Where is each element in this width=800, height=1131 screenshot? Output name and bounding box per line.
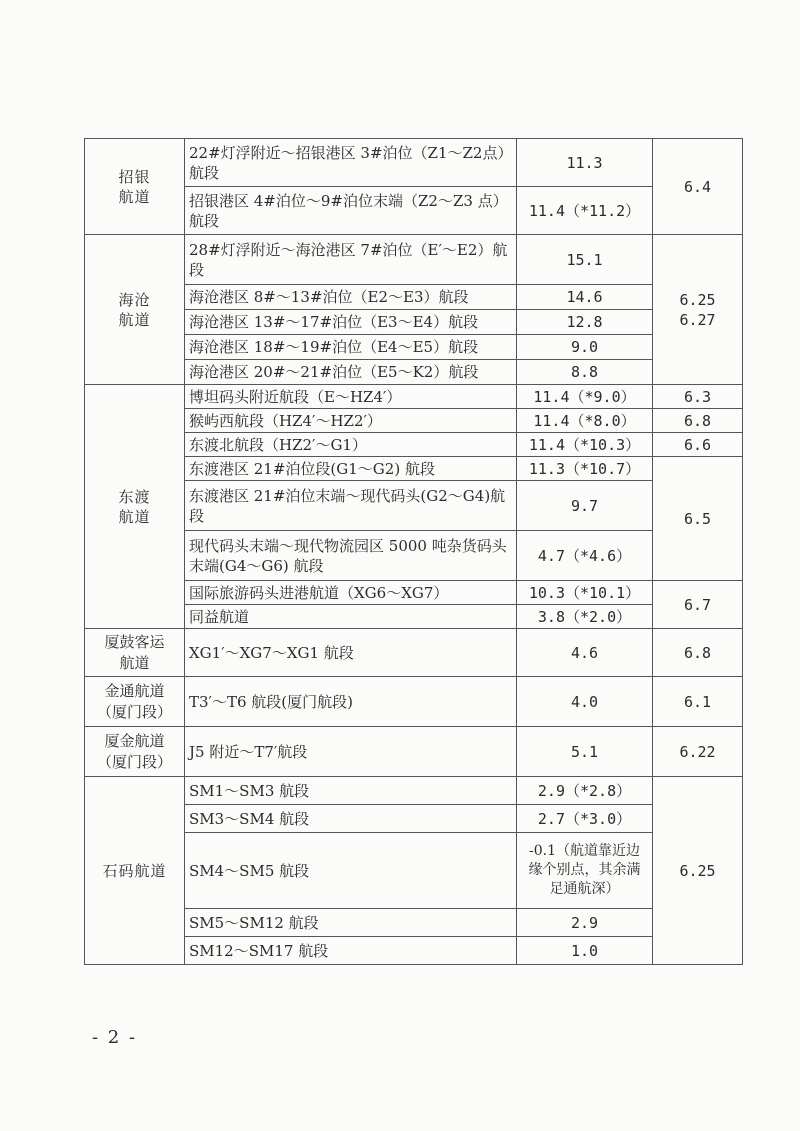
depth-cell: 11.3（*10.7）	[517, 457, 653, 481]
tide-cell: 6.22	[653, 727, 743, 777]
segment-cell: 东渡港区 21#泊位末端～现代码头(G2～G4)航段	[185, 481, 517, 531]
channel-name-cell: 石码航道	[85, 777, 185, 965]
channel-name-cell: 招银航道	[85, 139, 185, 235]
depth-cell: 9.0	[517, 335, 653, 360]
table-row	[85, 235, 743, 285]
tide-cell: 6.25	[653, 777, 743, 965]
segment-cell: 22#灯浮附近～招银港区 3#泊位（Z1～Z2点）航段	[185, 139, 517, 187]
channel-depth-table	[84, 138, 743, 965]
table-row	[85, 139, 743, 187]
depth-cell: 5.1	[517, 727, 653, 777]
depth-cell: 11.4（*9.0）	[517, 385, 653, 409]
segment-cell: 国际旅游码头进港航道（XG6～XG7）	[185, 581, 517, 605]
depth-cell: 4.6	[517, 629, 653, 677]
depth-cell: 11.3	[517, 139, 653, 187]
tide-cell: 6.6	[653, 433, 743, 457]
tide-cell: 6.7	[653, 581, 743, 629]
segment-cell: 同益航道	[185, 605, 517, 629]
tide-cell: 6.3	[653, 385, 743, 409]
tide-cell: 6.8	[653, 409, 743, 433]
segment-cell: 海沧港区 8#～13#泊位（E2～E3）航段	[185, 285, 517, 310]
channel-name-cell: 金通航道（厦门段）	[85, 677, 185, 727]
table-row	[85, 629, 743, 677]
channel-name-cell: 厦鼓客运航道	[85, 629, 185, 677]
depth-cell: 2.9（*2.8）	[517, 777, 653, 805]
depth-cell: 11.4（*11.2）	[517, 187, 653, 235]
table-row	[85, 727, 743, 777]
tide-value: 6.25	[679, 290, 716, 309]
segment-cell: SM5～SM12 航段	[185, 909, 517, 937]
segment-cell: XG1′～XG7～XG1 航段	[185, 629, 517, 677]
depth-cell: 9.7	[517, 481, 653, 531]
tide-cell: 6.8	[653, 629, 743, 677]
channel-name-cell: 厦金航道（厦门段）	[85, 727, 185, 777]
segment-cell: 东渡港区 21#泊位段(G1～G2) 航段	[185, 457, 517, 481]
depth-cell: 3.8（*2.0）	[517, 605, 653, 629]
segment-cell: 东渡北航段（HZ2′～G1）	[185, 433, 517, 457]
tide-cell: 6.1	[653, 677, 743, 727]
tide-cell	[653, 235, 743, 385]
depth-cell: 2.9	[517, 909, 653, 937]
depth-cell: 11.4（*8.0）	[517, 409, 653, 433]
segment-cell: SM3～SM4 航段	[185, 805, 517, 833]
table-row	[85, 385, 743, 409]
depth-cell: 14.6	[517, 285, 653, 310]
segment-cell: SM4～SM5 航段	[185, 833, 517, 909]
depth-cell: 4.7（*4.6）	[517, 531, 653, 581]
table-row	[85, 777, 743, 805]
depth-cell: 4.0	[517, 677, 653, 727]
segment-cell: J5 附近～T7′航段	[185, 727, 517, 777]
depth-cell: 12.8	[517, 310, 653, 335]
depth-cell: 2.7（*3.0）	[517, 805, 653, 833]
table-row	[85, 677, 743, 727]
depth-cell: 10.3（*10.1）	[517, 581, 653, 605]
segment-cell: 28#灯浮附近～海沧港区 7#泊位（E′～E2）航段	[185, 235, 517, 285]
segment-cell: T3′～T6 航段(厦门航段)	[185, 677, 517, 727]
segment-cell: 海沧港区 13#～17#泊位（E3～E4）航段	[185, 310, 517, 335]
depth-cell: -0.1（航道靠近边缘个别点，其余满足通航深）	[517, 833, 653, 909]
depth-cell: 1.0	[517, 937, 653, 965]
segment-cell: SM1～SM3 航段	[185, 777, 517, 805]
depth-cell: 15.1	[517, 235, 653, 285]
channel-name-cell: 海沧航道	[85, 235, 185, 385]
segment-cell: SM12～SM17 航段	[185, 937, 517, 965]
segment-cell: 海沧港区 18#～19#泊位（E4～E5）航段	[185, 335, 517, 360]
page-number: - 2 -	[92, 1027, 138, 1048]
segment-cell: 招银港区 4#泊位～9#泊位末端（Z2～Z3 点）航段	[185, 187, 517, 235]
tide-cell: 6.5	[653, 457, 743, 581]
depth-cell: 8.8	[517, 360, 653, 385]
tide-cell: 6.4	[653, 139, 743, 235]
tide-value: 6.27	[679, 310, 716, 329]
depth-cell: 11.4（*10.3）	[517, 433, 653, 457]
channel-name-cell: 东渡航道	[85, 385, 185, 629]
segment-cell: 猴屿西航段（HZ4′～HZ2′）	[185, 409, 517, 433]
segment-cell: 博坦码头附近航段（E～HZ4′）	[185, 385, 517, 409]
segment-cell: 海沧港区 20#～21#泊位（E5～K2）航段	[185, 360, 517, 385]
segment-cell: 现代码头末端～现代物流园区 5000 吨杂货码头末端(G4～G6) 航段	[185, 531, 517, 581]
